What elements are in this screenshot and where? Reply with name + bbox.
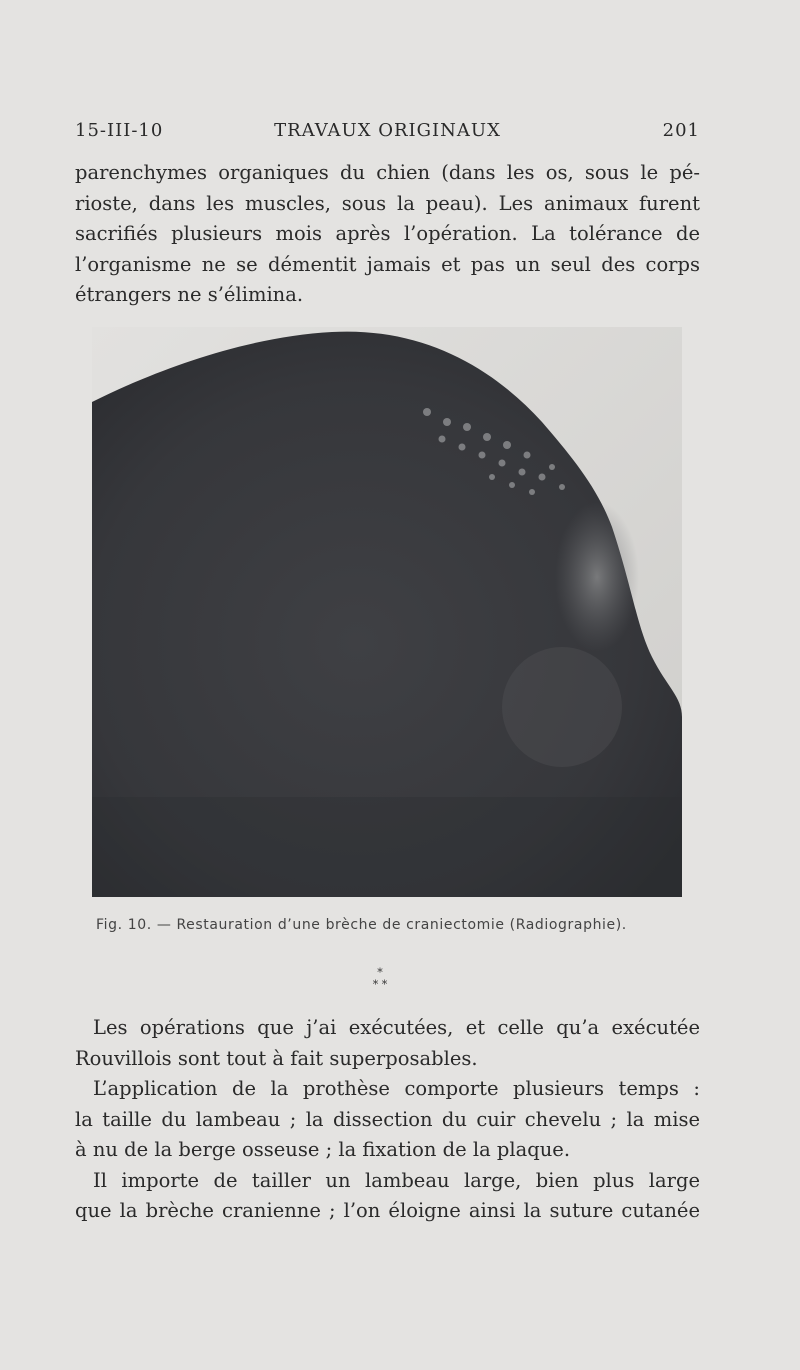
text-line: Rouvillois sont tout à fait superposables. bbox=[75, 1046, 478, 1070]
text-line: étrangers ne s’élimina. bbox=[75, 283, 304, 306]
body-paragraphs bbox=[75, 1013, 700, 1227]
radiograph-image bbox=[92, 327, 682, 897]
intro-paragraph bbox=[75, 158, 700, 311]
asterism bbox=[365, 967, 395, 997]
text-line: parenchymes organiques du chien (dans les os, sous le pé- bbox=[75, 161, 700, 184]
section-title: TRAVAUX ORIGINAUX bbox=[274, 120, 501, 141]
figure-caption: Fig. 10. — Restauration d’une brèche de craniectomie (Radiographie). bbox=[96, 917, 627, 933]
text-line: sacrifiés plusieurs mois après l’opération. La tolérance de bbox=[75, 222, 700, 245]
text-line: la taille du lambeau ; la dissection du cuir chevelu ; la mise bbox=[75, 1107, 700, 1131]
running-head bbox=[75, 120, 700, 144]
text-line: à nu de la berge osseuse ; la fixation de la plaque. bbox=[75, 1138, 571, 1161]
issue-date: 15-III-10 bbox=[75, 120, 164, 141]
asterism-bottom: * * bbox=[372, 978, 388, 991]
text-line: que la brèche cranienne ; l’on éloigne ainsi la suture cutanée bbox=[75, 1199, 700, 1222]
text-line: Les opérations que j’ai exécutées, et celle qu’a exécutée bbox=[93, 1016, 700, 1039]
text-line: Il importe de tailler un lambeau large, bien plus large bbox=[93, 1168, 700, 1192]
asterism-top: * bbox=[377, 966, 383, 979]
radiograph-figure bbox=[92, 327, 682, 897]
page-number: 201 bbox=[662, 120, 700, 141]
text-line: L’application de la prothèse comporte plusieurs temps : bbox=[93, 1077, 700, 1100]
text-line: l’organisme ne se démentit jamais et pas un seul des corps bbox=[75, 252, 700, 276]
text-line: rioste, dans les muscles, sous la peau). Les animaux furent bbox=[75, 191, 700, 215]
